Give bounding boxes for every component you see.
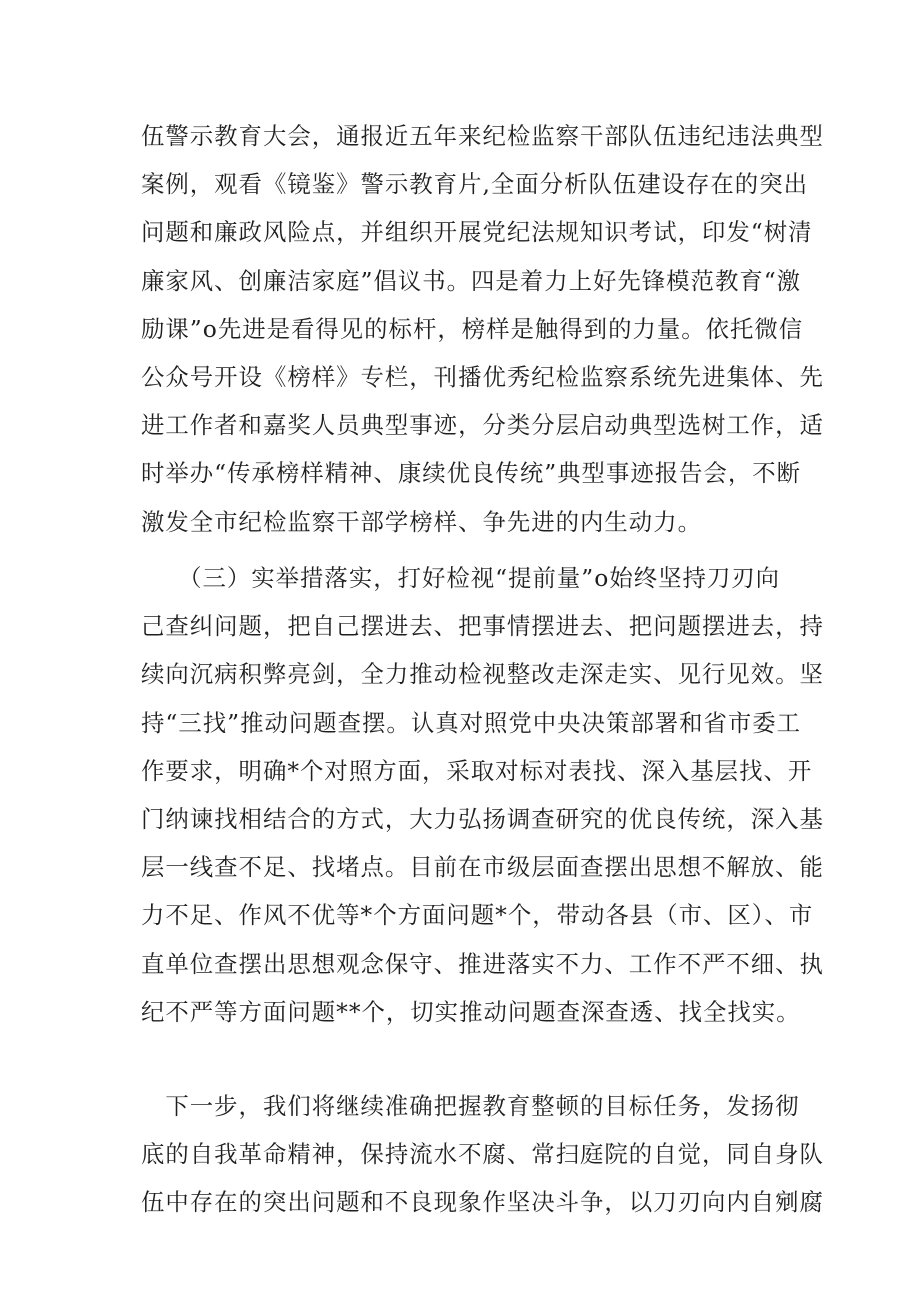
- paragraph-line: 纪不严等方面问题**个，切实推动问题查深查透、找全找实。: [141, 997, 801, 1026]
- paragraph-line: 续向沉病积弊亮剑，全力推动检视整改走深走实、见行见效。坚: [141, 660, 824, 689]
- paragraph-line: 下一步，我们将继续准确把握教育整顿的目标任务，发扬彻: [141, 1092, 800, 1120]
- paragraph-line: 激发全市纪检监察干部学榜样、争先进的内生动力。: [141, 507, 702, 536]
- paragraph-section-three: [141, 554, 824, 1036]
- paragraph-line: 门纳谏找相结合的方式，大力弘扬调查研究的优良传统，深入基: [141, 804, 824, 833]
- paragraph-line: 作要求，明确*个对照方面，采取对标对表找、深入基层找、开: [141, 756, 813, 785]
- paragraph-line: 案例，观看《镜鉴》警示教育片,全面分析队伍建设存在的突出: [141, 170, 808, 199]
- paragraph-line: 己查纠问题，把自己摆进去、把事情摆进去、把问题摆进去，持: [141, 612, 824, 641]
- paragraph-line: 力不足、作风不优等*个方面问题*个，带动各县（市、区）、市: [141, 901, 814, 930]
- paragraph-line: 公众号开设《榜样》专栏，刊播优秀纪检监察系统先进集体、先: [141, 362, 824, 391]
- paragraph-line: 持“三找”推动问题查摆。认真对照党中央决策部署和省市委工: [141, 708, 802, 737]
- paragraph-line: 廉家风、创廉洁家庭”倡议书。四是着力上好先锋模范教育“激: [141, 266, 802, 295]
- paragraph-line: 问题和廉政风险点，并组织开展党纪法规知识考试，印发“树清: [141, 218, 813, 247]
- paragraph-line: 进工作者和嘉奖人员典型事迹，分类分层启动典型选树工作，适: [141, 411, 824, 440]
- paragraph-next-steps: [141, 1082, 824, 1227]
- paragraph-line: 时举办“传承榜样精神、康续优良传统”典型事迹报告会，不断: [141, 459, 802, 488]
- paragraph-line: 励课”o先进是看得见的标杆，榜样是触得到的力量。依托微信: [141, 314, 804, 343]
- paragraph-warning-education: [141, 112, 824, 546]
- paragraph-line: 直单位查摆出思想观念保守、推进落实不力、工作不严不细、执: [141, 949, 824, 978]
- paragraph-line: （三）实举措落实，打好检视“提前量”o始终坚持刀刃向: [141, 564, 781, 592]
- paragraph-line: 底的自我革命精神，保持流水不腐、常扫庭院的自觉，同自身队: [141, 1140, 824, 1169]
- paragraph-line: 伍中存在的突出问题和不良现象作坚决斗争，以刀刃向内自剜腐: [141, 1188, 824, 1217]
- paragraph-line: 层一线查不足、找堵点。目前在市级层面查摆出思想不解放、能: [141, 853, 824, 882]
- paragraph-line: 伍警示教育大会，通报近五年来纪检监察干部队伍违纪违法典型: [141, 122, 824, 150]
